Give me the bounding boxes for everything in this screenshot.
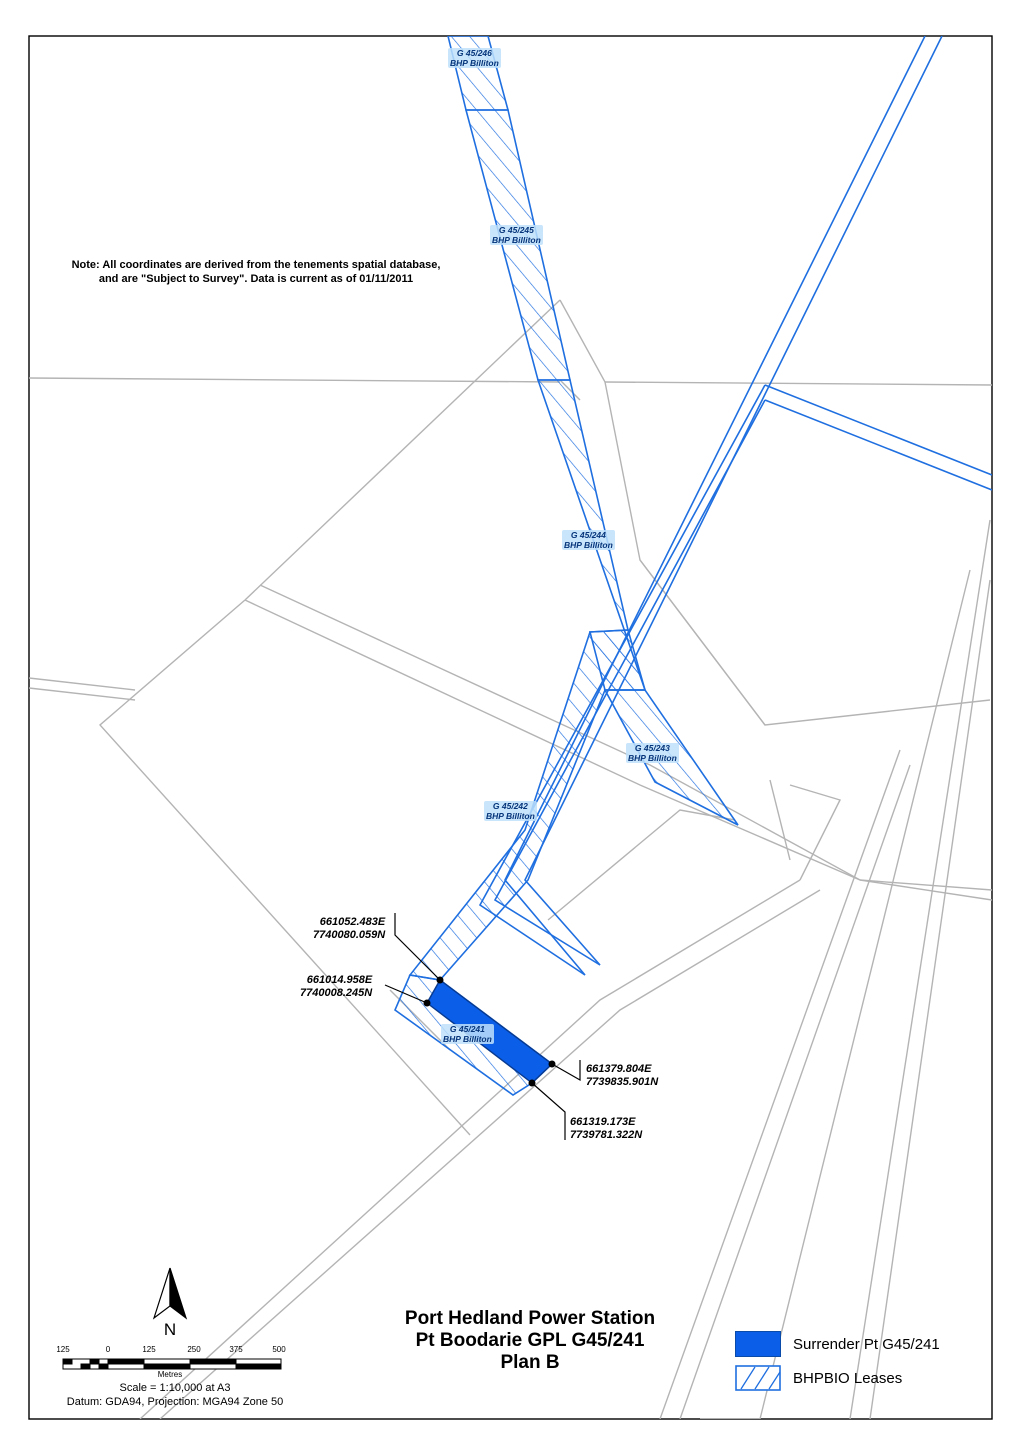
lease-label: G 45/243 BHP Billiton bbox=[628, 743, 677, 763]
lease-label: G 45/242 BHP Billiton bbox=[486, 801, 535, 821]
scale-ratio: Scale = 1:10,000 at A3 bbox=[119, 1382, 231, 1394]
legend-leases bbox=[735, 1365, 902, 1391]
north-label: N bbox=[163, 1320, 177, 1339]
map-note bbox=[36, 258, 476, 286]
scale-tick: 125 bbox=[56, 1345, 70, 1354]
legend-surrender-swatch bbox=[735, 1331, 781, 1357]
coordinate-label: 661014.958E 7740008.245N bbox=[300, 974, 373, 999]
coordinate-label: 661379.804E 7739835.901N bbox=[586, 1063, 659, 1088]
map-title bbox=[350, 1308, 710, 1374]
scale-tick: 375 bbox=[229, 1345, 243, 1354]
scale-unit: Metres bbox=[157, 1370, 183, 1379]
legend-leases-swatch bbox=[735, 1365, 781, 1391]
scale-tick: 0 bbox=[105, 1345, 111, 1354]
note-line-2: and are "Subject to Survey". Data is current as of 01/11/2011 bbox=[98, 273, 414, 285]
coordinate-label: 661052.483E 7740080.059N bbox=[313, 916, 386, 941]
title-line-1: Port Hedland Power Station bbox=[404, 1308, 656, 1329]
legend-surrender-label: Surrender Pt G45/241 bbox=[793, 1335, 940, 1353]
legend-leases-label: BHPBIO Leases bbox=[793, 1369, 903, 1387]
lease-label: G 45/241 BHP Billiton bbox=[443, 1024, 492, 1044]
scale-tick: 250 bbox=[187, 1345, 201, 1354]
lease-label: G 45/246 BHP Billiton bbox=[450, 48, 499, 68]
title-line-2: Pt Boodarie GPL G45/241 bbox=[415, 1330, 645, 1351]
scale-bar bbox=[63, 1359, 281, 1369]
scale-tick: 125 bbox=[142, 1345, 156, 1354]
lease-label: G 45/245 BHP Billiton bbox=[492, 225, 541, 245]
title-line-3: Plan B bbox=[500, 1352, 560, 1373]
note-line-1: Note: All coordinates are derived from the tenements spatial database, bbox=[71, 259, 441, 271]
scale-tick: 500 bbox=[272, 1345, 286, 1354]
lease-label: G 45/244 BHP Billiton bbox=[564, 530, 613, 550]
legend-surrender bbox=[735, 1331, 940, 1357]
coordinate-label: 661319.173E 7739781.322N bbox=[570, 1116, 643, 1141]
datum-text: Datum: GDA94, Projection: MGA94 Zone 50 bbox=[66, 1396, 284, 1408]
